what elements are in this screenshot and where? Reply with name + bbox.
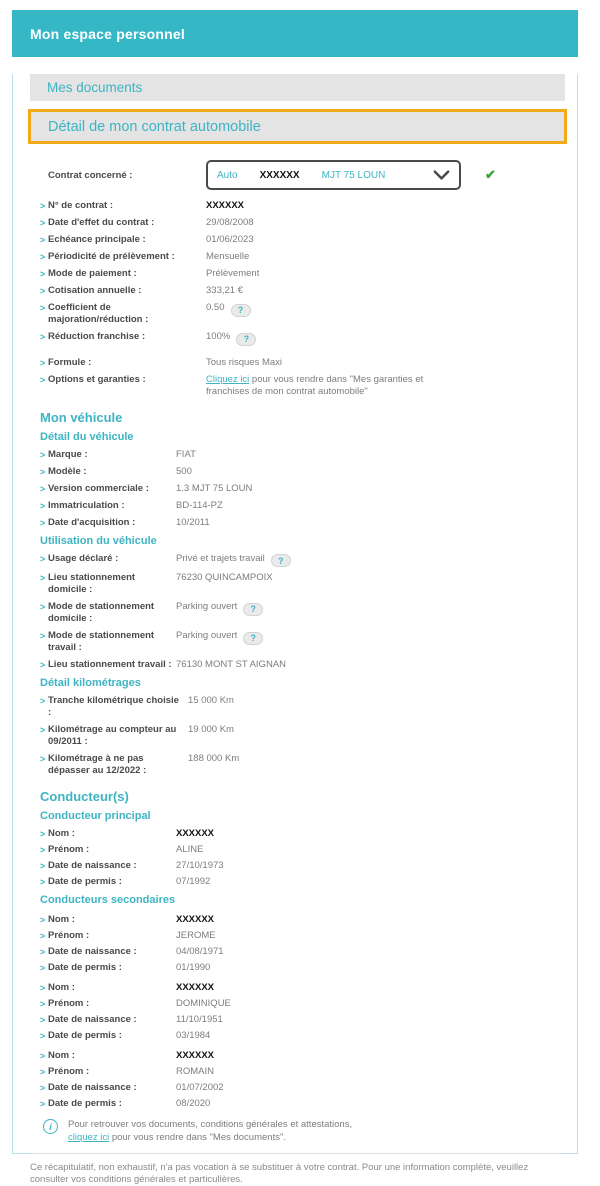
field-row [40, 998, 563, 1010]
field-label: Lieu stationnement domicile : [48, 572, 136, 595]
section-title-mon-vehicule: Mon véhicule [40, 409, 123, 425]
field-row [40, 601, 563, 625]
help-icon[interactable]: ? [271, 554, 291, 567]
field-value: 15 000 Km [188, 695, 234, 706]
page-title: Mon espace personnel [30, 25, 185, 42]
field-value: Privé et trajets travail [176, 552, 265, 564]
field-value-wrap [206, 302, 251, 317]
field-value: 100% [206, 331, 231, 342]
chevron-right-icon: > [40, 602, 46, 612]
field-value: Mensuelle [206, 251, 250, 262]
chevron-right-icon: > [40, 235, 46, 245]
info-icon: i [43, 1119, 58, 1134]
field-row [40, 724, 563, 748]
chevron-right-icon: > [40, 483, 46, 494]
field-label: Lieu stationnement travail : [48, 659, 172, 670]
contract-select-label: Contrat concerné : [48, 169, 133, 181]
field-value-wrap [176, 828, 214, 840]
chevron-right-icon: > [40, 1031, 46, 1041]
info-note-line2: pour vous rendre dans "Mes documents". [109, 1132, 286, 1143]
field-value-wrap [176, 553, 291, 568]
chevron-right-icon: > [40, 500, 46, 511]
chevron-right-icon: > [40, 357, 46, 368]
field-label: Version commerciale : [48, 482, 149, 494]
field-label: Date d'effet du contrat : [48, 217, 155, 228]
driver-principal-rows [40, 828, 563, 888]
field-value: 333,21 € [206, 285, 243, 296]
chevron-right-icon: > [40, 269, 46, 279]
field-value: 01/1990 [176, 962, 211, 973]
note-cliquez-ici-link[interactable]: cliquez ici [68, 1132, 110, 1143]
field-label: Date de permis : [48, 876, 122, 887]
chevron-right-icon: > [40, 861, 46, 871]
field-value-wrap [176, 946, 224, 958]
help-icon[interactable]: ? [236, 333, 256, 346]
field-value: FIAT [176, 448, 196, 460]
contract-select-row [40, 160, 563, 190]
field-value-wrap [206, 357, 282, 369]
field-value-wrap [206, 331, 256, 346]
field-value: 76230 QUINCAMPOIX [176, 572, 273, 583]
field-value: 01/07/2002 [176, 1082, 224, 1093]
chevron-down-icon [433, 170, 450, 180]
field-value-wrap [188, 724, 234, 736]
select-contract-type: Auto [217, 169, 238, 181]
field-value-wrap [176, 517, 210, 529]
field-row [40, 268, 563, 280]
divider [30, 1153, 563, 1154]
field-row [40, 374, 563, 398]
chevron-right-icon: > [40, 1051, 46, 1061]
chevron-right-icon: > [40, 303, 46, 313]
field-label: Date de naissance : [48, 860, 137, 871]
field-value-wrap [206, 374, 444, 398]
page [0, 10, 600, 1185]
field-value-wrap [176, 659, 286, 671]
chevron-right-icon: > [40, 1015, 46, 1025]
field-value-wrap [176, 1066, 214, 1078]
subsection-conducteur-principal: Conducteur principal [40, 810, 151, 822]
contract-detail-panel [13, 144, 577, 1186]
inline-link[interactable]: Cliquez ici [206, 373, 250, 385]
field-label: Mode de stationnement travail : [48, 630, 155, 653]
chevron-right-icon: > [40, 1083, 46, 1093]
field-value: XXXXXX [176, 828, 215, 839]
field-value: Tous risques Maxi [206, 356, 283, 368]
chevron-right-icon: > [40, 915, 46, 925]
chevron-right-icon: > [40, 286, 46, 296]
field-value: DOMINIQUE [176, 998, 231, 1009]
field-row [40, 517, 563, 529]
field-row [40, 483, 563, 495]
field-row [40, 553, 563, 568]
field-value-wrap [176, 483, 252, 495]
chevron-right-icon: > [40, 553, 46, 564]
field-row [40, 234, 563, 246]
field-label: Marque : [48, 448, 88, 460]
field-label: Date de naissance : [48, 946, 137, 957]
field-value: 08/2020 [176, 1098, 211, 1109]
field-row [40, 331, 563, 346]
footer-disclaimer: Ce récapitulatif, non exhaustif, n'a pas vocation à se substituer à votre contrat. Pour une information complète, veuillez consulter vos conditions générales et particulières. [30, 1162, 529, 1185]
field-row [40, 302, 563, 326]
field-value-wrap [176, 998, 231, 1010]
field-value: XXXXXX [176, 982, 215, 993]
field-value-wrap [176, 572, 273, 584]
field-row [40, 1050, 563, 1062]
field-value-wrap [176, 466, 192, 478]
field-label: Nom : [48, 1050, 75, 1061]
help-icon[interactable]: ? [243, 632, 263, 645]
subsection-conducteurs-secondaires: Conducteurs secondaires [40, 894, 176, 906]
field-row [40, 982, 563, 994]
page-header [12, 10, 578, 57]
field-value: ROMAIN [176, 1066, 214, 1077]
field-label: Echéance principale : [48, 234, 146, 245]
field-value: 76130 MONT ST AIGNAN [176, 659, 286, 670]
field-value-wrap [176, 1082, 224, 1094]
field-row [40, 962, 563, 974]
chevron-right-icon: > [40, 1099, 46, 1109]
nav-detail-contrat[interactable]: Détail de mon contrat automobile [28, 109, 567, 144]
field-label: Réduction franchise : [48, 331, 146, 342]
field-row [40, 659, 563, 671]
chevron-right-icon: > [40, 573, 46, 583]
chevron-right-icon: > [40, 374, 46, 385]
field-value: 03/1984 [176, 1030, 211, 1041]
field-label: Date d'acquisition : [48, 516, 136, 528]
vehicle-detail-rows [40, 449, 563, 529]
field-row [40, 357, 563, 369]
chevron-right-icon: > [40, 466, 46, 477]
field-value: 10/2011 [176, 516, 210, 528]
field-value: ALINE [176, 844, 204, 855]
field-row [40, 572, 563, 596]
field-value: 11/10/1951 [176, 1014, 223, 1025]
field-row [40, 1082, 563, 1094]
info-note-text [68, 1118, 352, 1144]
chevron-right-icon: > [40, 696, 46, 706]
chevron-right-icon: > [40, 517, 46, 528]
field-value-wrap [206, 200, 244, 212]
field-row [40, 630, 563, 654]
info-note [43, 1118, 563, 1144]
field-value-wrap [176, 1030, 210, 1042]
field-value-wrap [176, 1050, 214, 1062]
chevron-right-icon: > [40, 725, 46, 735]
chevron-right-icon: > [40, 449, 46, 460]
contract-select[interactable] [206, 160, 461, 190]
field-value-wrap [176, 500, 223, 512]
field-value-wrap [176, 914, 214, 926]
field-value: Prélèvement [206, 268, 260, 279]
field-row [40, 876, 563, 888]
field-label: Kilométrage à ne pas dépasser au 12/2022 : [48, 753, 147, 776]
field-row [40, 1030, 563, 1042]
field-value-wrap [206, 251, 249, 263]
chevron-right-icon: > [40, 754, 46, 764]
field-value-wrap [176, 1098, 210, 1110]
driver-secondary-1-rows [40, 914, 563, 974]
field-row [40, 844, 563, 856]
field-value: 1.3 MJT 75 LOUN [176, 482, 253, 494]
field-value: 0.50 [206, 302, 225, 313]
field-row [40, 930, 563, 942]
field-value-wrap [176, 930, 216, 942]
field-label: Prénom : [48, 998, 90, 1009]
field-label: Tranche kilométrique choisie : [48, 695, 179, 718]
content-container [12, 74, 578, 1185]
field-label: Date de permis : [48, 1098, 122, 1109]
field-row [40, 449, 563, 461]
chevron-right-icon: > [40, 877, 46, 887]
field-row [40, 1014, 563, 1026]
field-value: JEROME [176, 930, 216, 941]
field-value: pour vous rendre dans "Mes garanties et franchises de mon contrat automobile" [206, 373, 424, 397]
field-value-wrap [188, 753, 239, 765]
chevron-right-icon: > [40, 1067, 46, 1077]
field-label: Options et garanties : [48, 373, 146, 385]
field-value: 04/08/1971 [176, 946, 224, 957]
field-value-wrap [206, 217, 254, 229]
field-label: Nom : [48, 828, 75, 839]
field-value-wrap [176, 601, 263, 616]
subsection-detail-kilometrages: Détail kilométrages [40, 677, 141, 689]
field-label: Coefficient de majoration/réduction : [48, 302, 149, 325]
field-label: Formule : [48, 356, 92, 368]
field-value-wrap [176, 860, 224, 872]
field-row [40, 251, 563, 263]
field-value: 01/06/2023 [206, 234, 254, 245]
field-row [40, 466, 563, 478]
field-row [40, 1066, 563, 1078]
chevron-right-icon: > [40, 845, 46, 855]
field-label: Date de naissance : [48, 1014, 137, 1025]
chevron-right-icon: > [40, 218, 46, 228]
field-value-wrap [206, 234, 254, 246]
field-value: Parking ouvert [176, 601, 238, 612]
field-label: Usage déclaré : [48, 552, 119, 564]
contract-rows [40, 200, 563, 398]
field-row [40, 285, 563, 297]
field-label: Nom : [48, 914, 75, 925]
field-label: Date de permis : [48, 1030, 122, 1041]
field-row [40, 200, 563, 212]
field-row [40, 753, 563, 777]
field-label: Prénom : [48, 930, 90, 941]
field-value: 07/1992 [176, 876, 211, 887]
field-value: 188 000 Km [188, 753, 240, 764]
field-label: Prénom : [48, 844, 90, 855]
field-row [40, 1098, 563, 1110]
field-value: Parking ouvert [176, 630, 238, 641]
chevron-right-icon: > [40, 983, 46, 993]
chevron-right-icon: > [40, 660, 46, 670]
subsection-utilisation-vehicule: Utilisation du véhicule [40, 534, 157, 547]
field-value-wrap [176, 844, 203, 856]
field-label: Cotisation annuelle : [48, 285, 142, 296]
help-icon[interactable]: ? [231, 304, 251, 317]
chevron-right-icon: > [40, 829, 46, 839]
driver-secondary-3-rows [40, 1050, 563, 1110]
kilometrage-rows [40, 695, 563, 777]
field-value: 500 [176, 465, 192, 477]
field-value: BD-114-PZ [176, 499, 223, 511]
field-value-wrap [206, 268, 259, 280]
field-value-wrap [176, 982, 214, 994]
field-label: Immatriculation : [48, 499, 125, 511]
field-value: XXXXXX [176, 914, 215, 925]
field-row [40, 695, 563, 719]
field-label: Date de naissance : [48, 1082, 137, 1093]
subsection-detail-vehicule: Détail du véhicule [40, 430, 134, 443]
field-row [40, 914, 563, 926]
chevron-right-icon: > [40, 963, 46, 973]
field-label: Mode de stationnement domicile : [48, 601, 155, 624]
chevron-right-icon: > [40, 947, 46, 957]
help-icon[interactable]: ? [243, 603, 263, 616]
section-title-conducteurs: Conducteur(s) [40, 789, 129, 804]
field-value-wrap [176, 449, 196, 461]
chevron-right-icon: > [40, 631, 46, 641]
field-value-wrap [176, 1014, 223, 1026]
chevron-right-icon: > [40, 931, 46, 941]
field-label: N° de contrat : [48, 200, 114, 211]
chevron-right-icon: > [40, 332, 46, 342]
select-contract-model: MJT 75 LOUN [321, 169, 386, 181]
chevron-right-icon: > [40, 999, 46, 1009]
field-value: 27/10/1973 [176, 860, 224, 871]
driver-secondary-2-rows [40, 982, 563, 1042]
field-value: 19 000 Km [188, 724, 234, 735]
vehicle-usage-rows [40, 553, 563, 672]
field-label: Kilométrage au compteur au 09/2011 : [48, 724, 177, 747]
field-label: Modèle : [48, 465, 87, 477]
field-value: XXXXXX [206, 200, 245, 211]
chevron-right-icon: > [40, 201, 46, 211]
field-label: Périodicité de prélèvement : [48, 251, 175, 262]
field-value-wrap [206, 285, 243, 297]
chevron-right-icon: > [40, 252, 46, 262]
nav-mes-documents[interactable]: Mes documents [30, 74, 565, 101]
valid-check-icon: ✔ [485, 167, 496, 182]
field-row [40, 946, 563, 958]
field-value: XXXXXX [176, 1050, 215, 1061]
field-value: 29/08/2008 [206, 217, 254, 228]
field-value-wrap [176, 962, 210, 974]
field-label: Prénom : [48, 1066, 90, 1077]
field-row [40, 860, 563, 872]
field-row [40, 217, 563, 229]
field-label: Mode de paiement : [48, 268, 137, 279]
info-note-line1: Pour retrouver vos documents, conditions générales et attestations, [68, 1119, 353, 1130]
select-contract-number: XXXXXX [259, 169, 300, 181]
field-label: Date de permis : [48, 962, 122, 973]
field-value-wrap [176, 876, 210, 888]
field-row [40, 500, 563, 512]
field-value-wrap [176, 630, 263, 645]
field-label: Nom : [48, 982, 75, 993]
field-row [40, 828, 563, 840]
field-value-wrap [188, 695, 234, 707]
